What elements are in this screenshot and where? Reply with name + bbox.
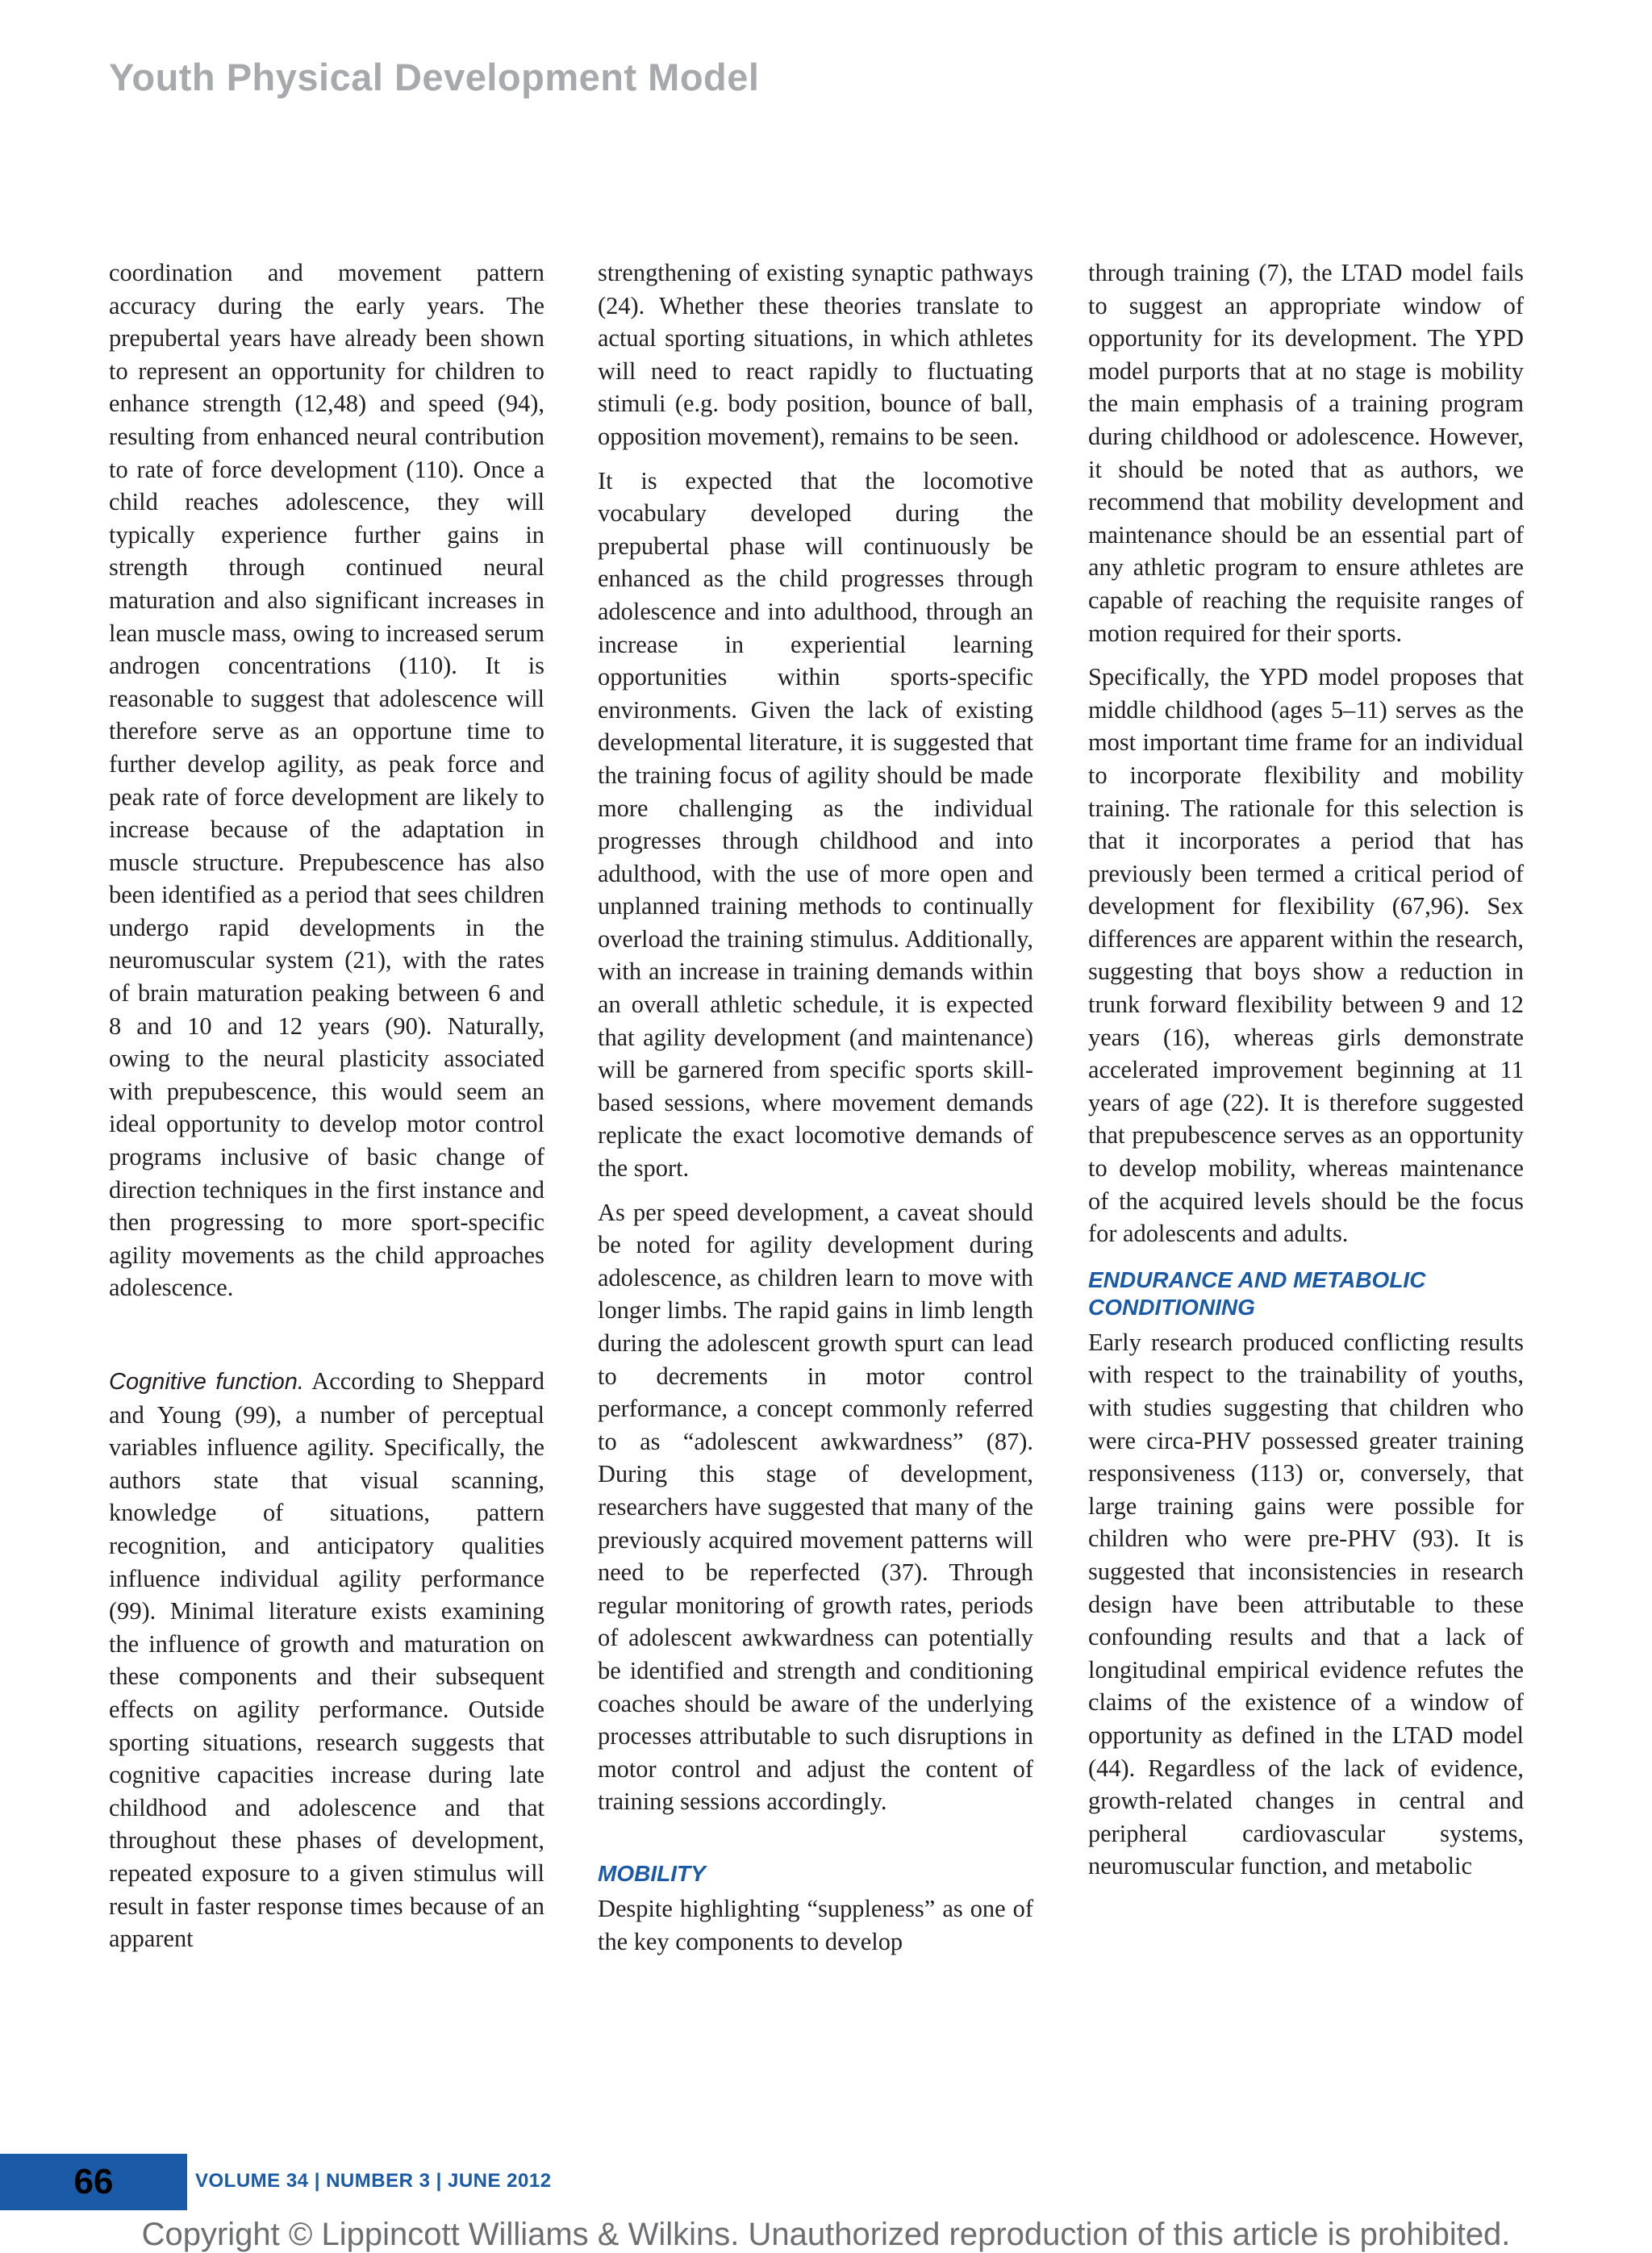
text-column-1 xyxy=(109,257,544,1955)
body-paragraph: Specifically, the YPD model proposes that middle childhood (ages 5–11) serves as the most important time frame for an individual to incorporate flexibility and mobility training. The rationale for this selection is that it incorporates a period that has previously been termed a critical period of development for flexibility (67,96). Sex differences are apparent within the research, suggesting that boys show a reduction in trunk forward flexibility between 9 and 12 years (16), whereas girls demonstrate accelerated improvement beginning at 11 years of age (22). It is therefore suggested that prepubescence serves as an opportunity to develop mobility, whereas maintenance of the acquired levels should be the focus for adolescents and adults. xyxy=(1088,663,1524,1248)
text-column-3 xyxy=(1088,257,1524,1883)
page-number: 66 xyxy=(73,2162,114,2201)
body-paragraph: coordination and movement pattern accuracy during the early years. The prepubertal years have already been shown to represent an opportunity for children to enhance strength (12,48) and speed (94), resulting from enhanced neural contribution to rate of force development (110). Once a child reaches adolescence, they will typically experience further gains in strength through continued neural maturation and also significant increases in lean muscle mass, owing to increased serum androgen concentrations (110). It is reasonable to suggest that adolescence will therefore serve as an opportune time to further develop agility, as peak force and peak rate of force development are likely to increase because of the adaptation in muscle structure. Prepubescence has also been identified as a period that sees children undergo rapid developments in the neuromuscular system (21), with the rates of brain maturation peaking between 6 and 8 and 10 and 12 years (90). Naturally, owing to the neural plasticity associated with prepubescence, this would seem an ideal opportunity to develop motor control programs inclusive of basic change of direction techniques in the first instance and then progressing to more sport-specific agility movements as the child approaches adolescence. xyxy=(109,259,544,1302)
issue-info: VOLUME 34 | NUMBER 3 | JUNE 2012 xyxy=(195,2170,552,2192)
body-paragraph: It is expected that the locomotive vocabulary developed during the prepubertal phase will continuously be enhanced as the child progresses through adolescence and into adulthood, through an increase in experiential learning opportunities within sports-specific environments. Given the lack of existing developmental literature, it is suggested that the training focus of agility should be made more challenging as the individual progresses through childhood and into adulthood, with the use of more open and unplanned training methods to continually overload the training stimulus. Additionally, with an increase in training demands within an overall athletic schedule, it is expected that agility development (and maintenance) will be garnered from specific sports skill-based sessions, where movement demands replicate the exact locomotive demands of the sport. xyxy=(598,466,1033,1183)
run-in-heading-cognitive-function: Cognitive function. xyxy=(109,1369,304,1395)
body-paragraph: Early research produced conflicting results with respect to the trainability of youths, with studies suggesting that children who were circa-PHV possessed greater training responsiveness (113) or, conversely, that large training gains were possible for children who were pre-PHV (93). It is suggested that inconsistencies in research design have been attributable to these confounding results and that a lack of longitudinal empirical evidence refutes the claims of the existence of a window of opportunity as defined in the LTAD model (44). Regardless of the lack of evidence, growth-related changes in central and peripheral cardiovascular systems, neuromuscular function, and metabolic xyxy=(1088,1328,1524,1880)
running-head-title: Youth Physical Development Model xyxy=(109,56,760,98)
text-column-2 xyxy=(598,257,1033,1958)
body-paragraph-cognitive xyxy=(109,1365,544,1955)
section-heading-endurance: ENDURANCE AND METABOLIC CONDITIONING xyxy=(1088,1266,1426,1320)
paragraph-text: According to Sheppard and Young (99), a number of perceptual variables influence agility. Specifically, the authors state that visual scanning, knowledge of situations, pattern recognition, and anticipatory qualities influence individual agility performance (99). Minimal literature exists examining the influence of growth and maturation on these components and their subsequent effects on agility performance. Outside sporting situations, research suggests that cognitive capacities increase during late childhood and adolescence and that throughout these phases of development, repeated exposure to a given stimulus will result in faster response times because of an apparent xyxy=(109,1367,544,1953)
body-paragraph: strengthening of existing synaptic pathways (24). Whether these theories translate to actual sporting situations, in which athletes will need to react rapidly to fluctuating stimuli (e.g. body position, bounce of ball, opposition movement), remains to be seen. xyxy=(598,259,1033,450)
body-paragraph: through training (7), the LTAD model fails to suggest an appropriate window of opportunity for its development. The YPD model purports that at no stage is mobility the main emphasis of a training program during childhood or adolescence. However, it should be noted that as authors, we recommend that mobility development and maintenance should be an essential part of any athletic program to ensure athletes are capable of reaching the requisite ranges of motion required for their sports. xyxy=(1088,259,1524,647)
body-paragraph: Despite highlighting “suppleness” as one of the key components to develop xyxy=(598,1894,1033,1955)
body-paragraph: As per speed development, a caveat should be noted for agility development during adolescence, as children learn to move with longer limbs. The rapid gains in limb length during the adolescent growth spurt can lead to decrements in motor control performance, a concept commonly referred to as “adolescent awkwardness” (87). During this stage of development, researchers have suggested that many of the previously acquired movement patterns will need to be reperfected (37). Through regular monitoring of growth rates, periods of adolescent awkwardness can potentially be identified and strength and conditioning coaches should be aware of the underlying processes attributable to such disruptions in motor control and adjust the content of training sessions accordingly. xyxy=(598,1198,1033,1816)
section-heading-mobility: MOBILITY xyxy=(598,1860,706,1886)
copyright-notice: Copyright © Lippincott Williams & Wilkins. Unauthorized reproduction of this article is prohibited. xyxy=(141,2217,1511,2252)
